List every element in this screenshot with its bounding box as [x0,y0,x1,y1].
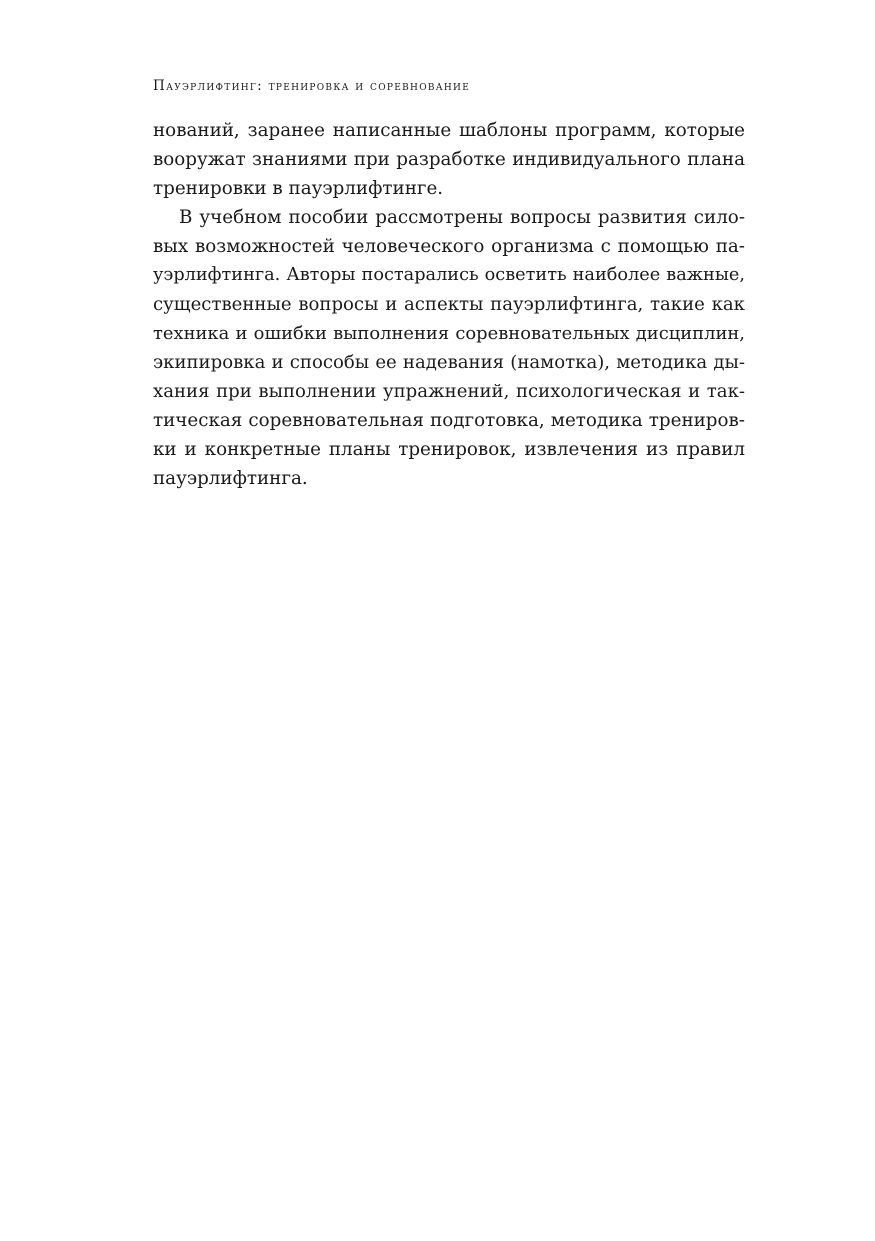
text-line: вых возможностей человеческого организма с помощью па- [153,236,745,257]
text-line: техника и ошибки выполнения соревновательных дисциплин, [153,323,745,344]
running-header: Пауэрлифтинг: тренировка и соревнование [153,78,471,94]
text-line: тренировки в пауэрлифтинге. [153,178,444,199]
text-line: тическая соревновательная подготовка, методика трениров- [153,410,745,431]
paragraph-1 [153,116,745,203]
paragraph-2 [153,203,745,493]
text-line: В учебном пособии рассмотрены вопросы развития сило- [179,207,745,228]
text-line: уэрлифтинга. Авторы постарались осветить наиболее важные, [153,265,745,285]
text-line: пауэрлифтинга. [153,468,308,489]
text-line: экипировка и способы ее надевания (намотка), методика ды- [153,352,745,373]
text-line: вооружат знаниями при разработке индивидуального плана [153,149,745,170]
text-line: хания при выполнении упражнений, психологическая и так- [153,381,745,402]
text-line: ки и конкретные планы тренировок, извлечения из правил [153,439,745,460]
text-line: существенные вопросы и аспекты пауэрлифтинга, такие как [153,294,745,315]
text-line: нований, заранее написанные шаблоны программ, которые [153,120,745,141]
body-text [153,116,745,493]
